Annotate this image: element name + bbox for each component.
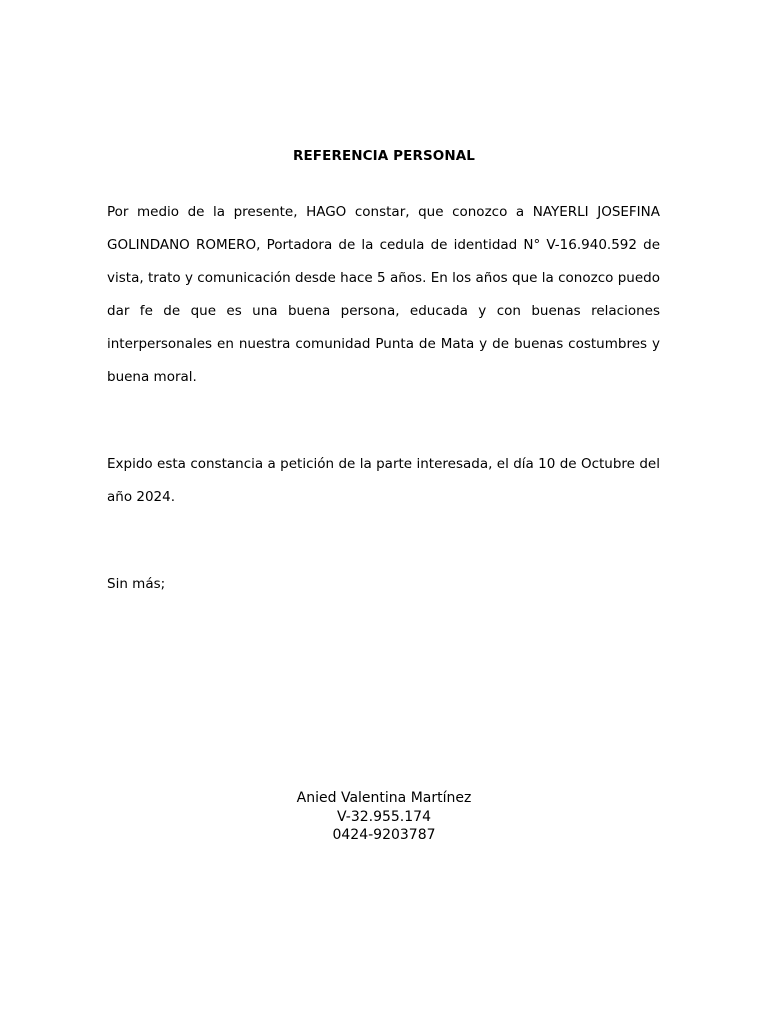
closing-line: Sin más; (107, 576, 166, 592)
reference-paragraph: Por medio de la presente, HAGO constar, que conozco a NAYERLI JOSEFINA GOLINDANO ROMERO, Portadora de la cedula de identidad N° V-16.940.592 de vista, trato y comunicación desde hace 5 años. En los años que la conozco puedo dar fe de que es una buena persona, educada y con buenas relaciones interpersonales en nuestra comunidad Punta de Mata y de buenas costumbres y buena moral. (107, 204, 660, 385)
signer-id-number: V-32.955.174 (337, 808, 431, 825)
signer-phone: 0424-9203787 (332, 827, 436, 843)
issuance-paragraph: Expido esta constancia a petición de la parte interesada, el día 10 de Octubre del año 2024. (107, 456, 660, 505)
document-title: REFERENCIA PERSONAL (292, 148, 475, 164)
signer-name: Anied Valentina Martínez (296, 790, 472, 806)
signature-block (0, 789, 768, 845)
